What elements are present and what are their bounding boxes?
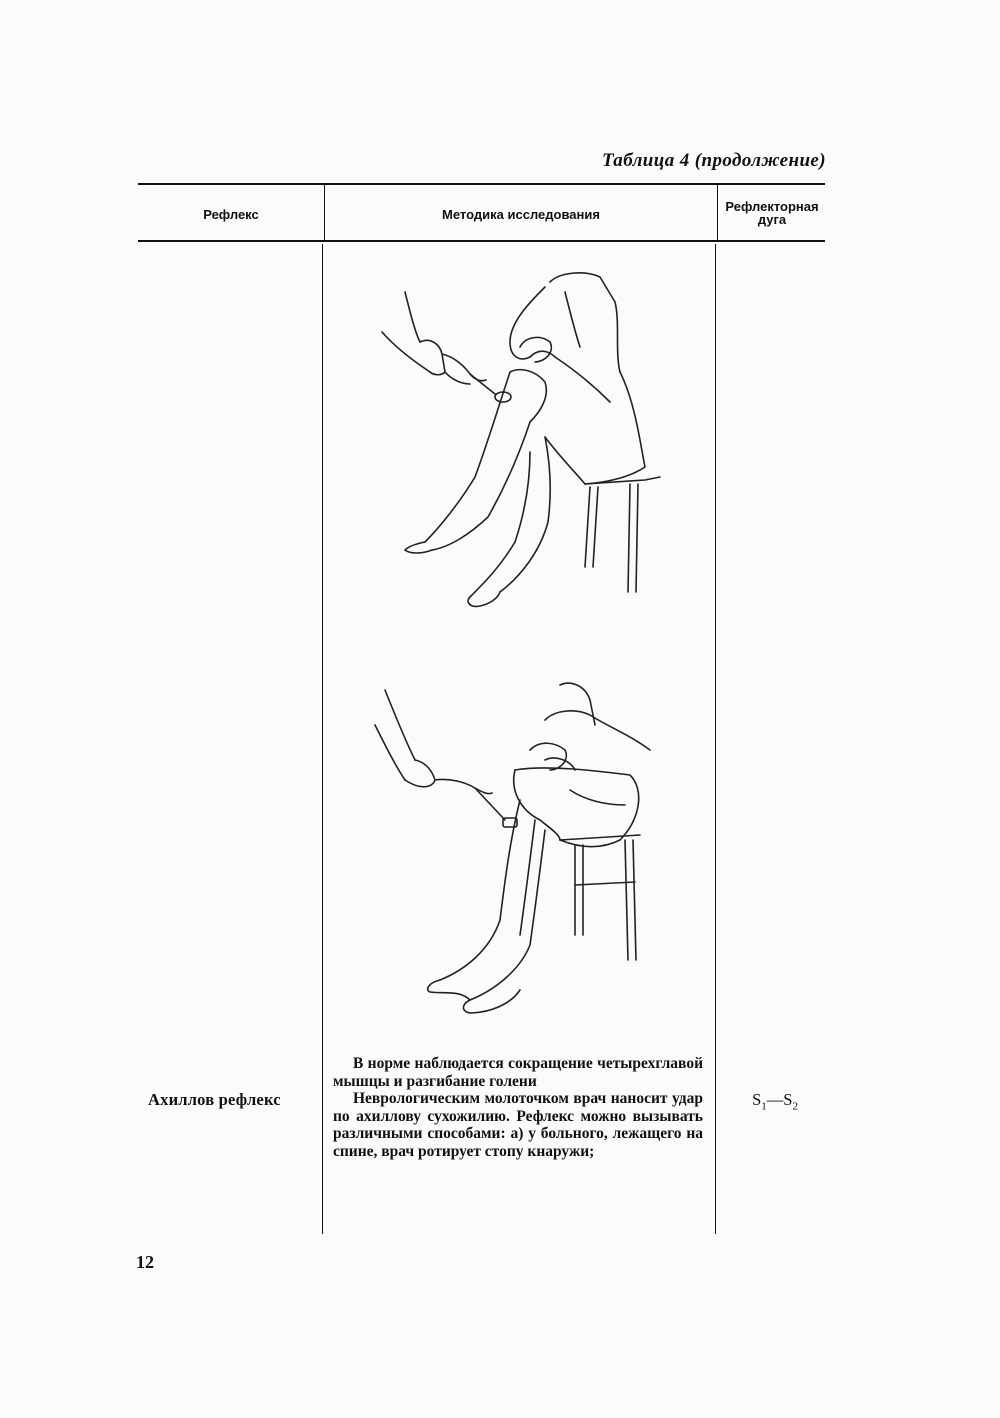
- column-header-reflex: Рефлекс: [203, 207, 259, 222]
- column-divider-2: [715, 244, 716, 1234]
- method-paragraph-norm: В норме наблюдается сокращение четырехглавой мышцы и разгибание голени: [333, 1055, 703, 1090]
- method-paragraph-procedure: Неврологическим молоточком врач наносит удар по ахиллову сухожилию. Рефлекс можно вызывать различными способами: а) у больного, лежащего на спине, врач ротирует стопу кнаружи;: [333, 1090, 703, 1160]
- table-header-rule: [138, 240, 825, 242]
- reflex-arc-value: [730, 1090, 820, 1112]
- column-header-arc-line2: дуга: [757, 212, 787, 227]
- column-header-method: Методика исследования: [442, 207, 600, 222]
- column-header-arc-line1: Рефлекторная: [725, 199, 819, 214]
- reflex-name: Ахиллов рефлекс: [148, 1090, 281, 1109]
- arc-sub-1: 1: [761, 1100, 767, 1113]
- knee-reflex-seated-hanging-legs-illustration: [370, 680, 670, 1025]
- arc-dash: —: [766, 1090, 784, 1109]
- header-divider-2: [717, 185, 718, 240]
- header-divider-1: [324, 185, 325, 240]
- arc-base-2: S: [783, 1090, 793, 1109]
- knee-reflex-seated-crossed-leg-illustration: [370, 262, 670, 622]
- table-caption: Таблица 4 (продолжение): [601, 150, 826, 171]
- column-header-arc: [719, 200, 825, 226]
- page-number: 12: [136, 1252, 154, 1272]
- method-description: [333, 1055, 703, 1160]
- arc-sub-2: 2: [792, 1100, 798, 1113]
- arc-base-1: S: [752, 1090, 762, 1109]
- column-divider-1: [322, 244, 323, 1234]
- table-top-rule: [138, 183, 825, 185]
